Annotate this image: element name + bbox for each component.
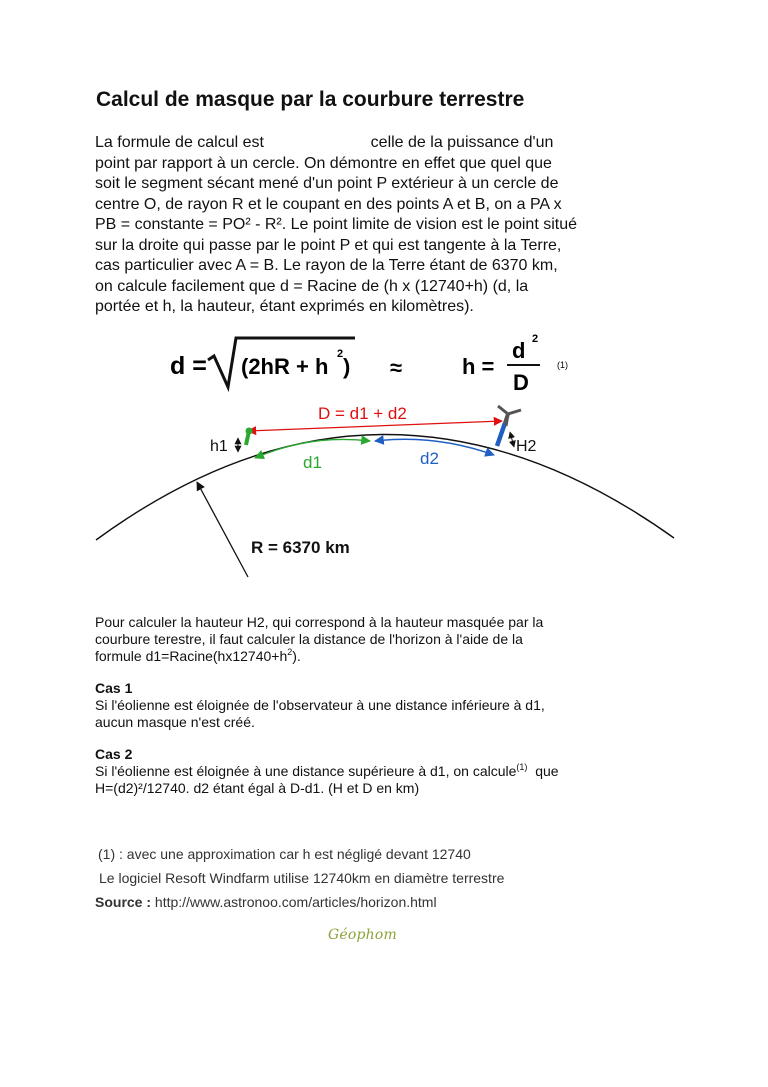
intro-line: on calcule facilement que d = Racine de (h x (12740+h) (d, la bbox=[95, 277, 529, 295]
intro-line: PB = constante = PO² - R². Le point limite de vision est le point situé bbox=[95, 216, 578, 233]
formula-footnote-ref: (1) bbox=[557, 360, 568, 370]
intro-line: soit le segment sécant mené d'un point P extérieur à un cercle de bbox=[95, 175, 559, 192]
formula-denominator: D bbox=[513, 370, 529, 395]
formula-radicand-exponent: 2 bbox=[337, 348, 344, 360]
explanation-section bbox=[95, 614, 655, 797]
formula-numerator: d bbox=[512, 338, 526, 363]
intro-line: point par rapport à un cercle. On démontre en effet que quel que bbox=[95, 154, 552, 172]
explanation-text: ). bbox=[292, 648, 301, 664]
H2-arrow bbox=[510, 432, 514, 447]
formula-d-eq: d = bbox=[170, 352, 207, 380]
turbine-blades-icon bbox=[498, 406, 521, 426]
case2-line: H=(d2)²/12740. d2 étant égal à D-d1. (H et D en km) bbox=[95, 780, 420, 796]
earth-curvature-diagram bbox=[0, 320, 768, 580]
formula-numerator-exponent: 2 bbox=[532, 333, 539, 345]
footnote-software: Le logiciel Resoft Windfarm utilise 12740km en diamètre terrestre bbox=[99, 870, 505, 886]
case2-title: Cas 2 bbox=[95, 746, 133, 762]
observer-eye bbox=[246, 428, 253, 435]
intro-line: La formule de calcul est celle de la puissance d'un bbox=[95, 134, 554, 151]
d2-label: d2 bbox=[420, 449, 439, 468]
source-url: http://www.astronoo.com/articles/horizon.html bbox=[151, 894, 437, 910]
earth-surface-arc bbox=[96, 434, 674, 540]
case1-line: Si l'éolienne est éloignée de l'observateur à une distance inférieure à d1, bbox=[95, 697, 545, 713]
approx-symbol: ≈ bbox=[390, 355, 403, 380]
explanation-line: courbure terestre, il faut calculer la distance de l'horizon à l'aide de la bbox=[95, 631, 523, 647]
geophom-logo: Géophom bbox=[328, 927, 397, 943]
distance-D-label: D = d1 + d2 bbox=[318, 404, 407, 423]
radius-line bbox=[197, 482, 248, 577]
d1-label: d1 bbox=[303, 453, 322, 472]
H2-label: H2 bbox=[516, 438, 537, 455]
footnotes bbox=[95, 846, 504, 918]
exponent: 2 bbox=[287, 647, 293, 657]
case2-line bbox=[95, 763, 655, 780]
source-line bbox=[95, 894, 504, 910]
h1-label: h1 bbox=[210, 438, 228, 455]
case2-text: que bbox=[527, 763, 559, 779]
case1-line: aucun masque n'est créé. bbox=[95, 714, 255, 730]
radius-label: R = 6370 km bbox=[251, 538, 350, 557]
source-label: Source : bbox=[95, 894, 152, 910]
case1-title: Cas 1 bbox=[95, 680, 133, 696]
explanation-text: formule d1=Racine(hx12740+h bbox=[95, 648, 288, 664]
intro-line: portée et h, la hauteur, étant exprimés en kilomètres). bbox=[95, 298, 474, 315]
turbine-mast-hidden-part bbox=[497, 423, 505, 446]
case2-text: Si l'éolienne est éloignée à une distance supérieure à d1, on calcule bbox=[95, 763, 517, 779]
formula-radicand: (2hR + h bbox=[241, 354, 329, 379]
intro-line: cas particulier avec A = B. Le rayon de la Terre étant de 6370 km, bbox=[95, 257, 558, 274]
footnote-approximation: (1) : avec une approximation car h est négligé devant 12740 bbox=[98, 846, 471, 862]
footnote-ref: (1) bbox=[516, 762, 528, 772]
intro-line: sur la droite qui passe par le point P et qui est tangente à la Terre, bbox=[95, 236, 562, 254]
explanation-line bbox=[95, 648, 655, 665]
explanation-line: Pour calculer la hauteur H2, qui correspond à la hauteur masquée par la bbox=[95, 614, 544, 630]
formula-h-eq: h = bbox=[462, 354, 495, 379]
intro-paragraph bbox=[95, 133, 625, 318]
formula-radicand-close: ) bbox=[343, 354, 351, 379]
intro-line: centre O, de rayon R et le coupant en des points A et B, on a PA x bbox=[95, 195, 562, 213]
page-title: Calcul de masque par la courbure terrestre bbox=[96, 88, 525, 111]
